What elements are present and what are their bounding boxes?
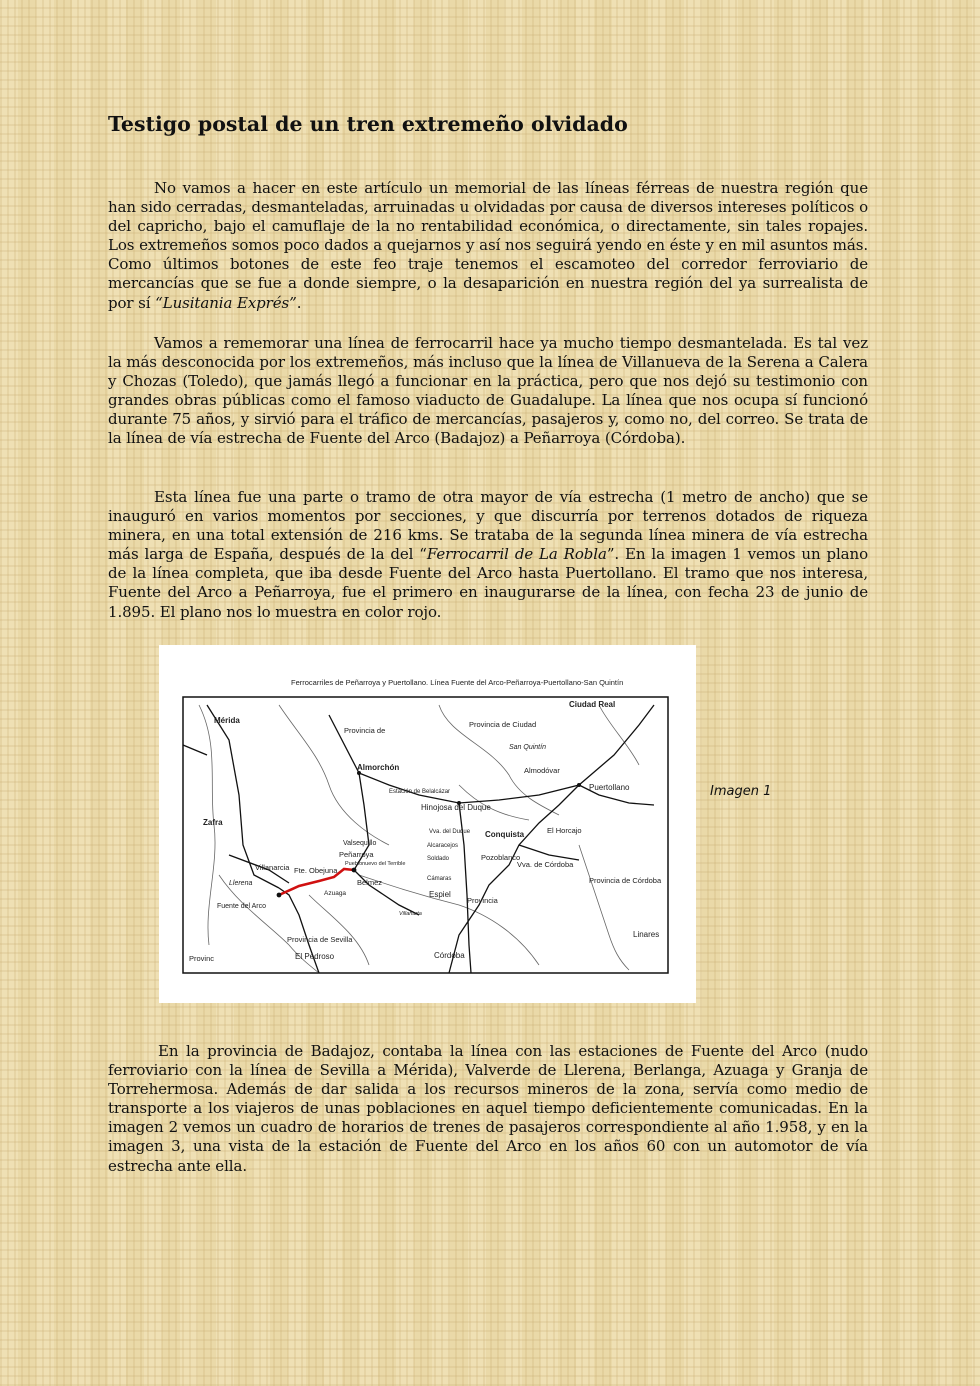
label-cordoba: Córdoba xyxy=(434,951,465,960)
label-penarroya: Peñarroya xyxy=(339,850,374,859)
label-zafra: Zafra xyxy=(203,818,223,827)
label-provinc: Provinc xyxy=(189,954,215,963)
label-almorchon: Almorchón xyxy=(357,763,400,772)
label-azuaga: Azuaga xyxy=(324,890,347,897)
article-title: Testigo postal de un tren extremeño olvidado xyxy=(108,112,628,136)
label-provincia-de-ciudad: Provincia de Ciudad xyxy=(469,720,537,729)
paragraph-3-text: Esta línea fue una parte o tramo de otra mayor de vía estrecha (1 metro de ancho) que se inauguró en varios momentos por secciones, y que discurría por terrenos dotados de riqueza minera, en una total extensión de 216 kms. Se trataba de la segunda línea minera de vía estrecha más larga de España, después de la del “ xyxy=(108,488,868,564)
paragraph-4: En la provincia de Badajoz, contaba la línea con las estaciones de Fuente del Arco (nudo ferroviario con la línea de Sevilla a Mérida), Valverde de Llerena, Berlanga, Azuaga y Granja de Torrehermosa. Además de dar salida a los recursos mineros de la zona, servía como medio de transporte a los viajeros de unas poblaciones en aquel tiempo deficientemente comunicadas. En la imagen 2 vemos un cuadro de horarios de trenes de pasajeros correspondiente al año 1.958, y en la imagen 3, una vista de la estación de Fuente del Arco en los años 60 con un automotor de vía estrecha ante ella. xyxy=(108,1042,868,1175)
label-el-pedroso: El Pedroso xyxy=(295,952,335,961)
label-fuente-obejuna: Fte. Obejuna xyxy=(294,866,338,875)
label-san-quintin: San Quintín xyxy=(509,744,546,751)
label-estacion-belalcazar: Estación de Belalcázar xyxy=(389,789,451,795)
label-puertollano: Puertollano xyxy=(589,783,630,792)
paragraph-3 xyxy=(108,488,868,622)
label-provincia-de-sevilla: Provincia de Sevilla xyxy=(287,935,353,944)
label-alcaracejos: Alcaracejos xyxy=(427,843,459,849)
paragraph-2: Vamos a rememorar una línea de ferrocarril hace ya mucho tiempo desmantelada. Es tal vez la más desconocida por los extremeños, más incluso que la línea de Villanueva de la Serena a Calera y Chozas (Toledo), que jamás llegó a funcionar en la práctica, pero que nos dejó su testimonio con grandes obras públicas como el famoso viaducto de Guadalupe. La línea que nos ocupa sí funcionó durante 75 años, y sirvió para el tráfico de mercancías, pasajeros y, como no, del correo. Se trata de la línea de vía estrecha de Fuente del Arco (Badajoz) a Peñarroya (Córdoba). xyxy=(108,334,868,448)
railway-map-image xyxy=(159,645,696,1003)
map-border xyxy=(183,697,668,973)
figure-caption: Imagen 1 xyxy=(710,784,772,799)
label-camaras: Cámaras xyxy=(427,876,452,882)
lusitania-express-italic: “Lusitania Exprés” xyxy=(155,293,297,312)
label-ciudad-real: Ciudad Real xyxy=(569,700,616,709)
map-title: Ferrocarriles de Peñarroya y Puertollano. Línea Fuente del Arco-Peñarroya-Puertollano-San Quintín xyxy=(291,678,624,687)
label-almodovar: Almodóvar xyxy=(524,766,560,775)
label-provincia-de: Provincia de xyxy=(344,726,386,735)
label-pozoblanco: Pozoblanco xyxy=(481,853,521,862)
label-belmez: Belmez xyxy=(357,878,383,887)
label-valsequillo: Valsequillo xyxy=(343,840,377,847)
map-labels xyxy=(189,700,662,963)
label-villaharta: Villaharta xyxy=(399,911,422,917)
la-robla-italic: Ferrocarril de La Robla xyxy=(426,545,607,564)
label-espiel: Espiel xyxy=(429,890,451,899)
label-provincia: Provincia xyxy=(467,896,498,905)
paragraph-1-end: . xyxy=(296,293,302,312)
paragraph-3-end: ”. En la imagen 1 vemos un plano de la línea completa, que iba desde Fuente del Arco hasta Puertollano. El tramo que nos interesa, Fuente del Arco a Peñarroya, fue el primero en inaugurarse de la línea, con fecha 23 de junio de 1.895. El plano nos lo muestra en color rojo. xyxy=(108,545,869,621)
label-vva-de-cordoba: Vva. de Córdoba xyxy=(517,860,574,869)
label-provincia-de-cordoba: Provincia de Córdoba xyxy=(589,876,662,885)
label-hinojosa: Hinojosa del Duque xyxy=(421,803,491,812)
label-linares: Linares xyxy=(633,930,660,939)
label-pueblonuevo: Pueblonuevo del Terrible xyxy=(345,861,406,867)
label-merida: Mérida xyxy=(214,716,240,725)
railway-lines xyxy=(183,705,654,973)
label-conquista: Conquista xyxy=(485,830,525,839)
label-fuente-del-arco: Fuente del Arco xyxy=(217,903,267,910)
province-boundaries xyxy=(199,705,639,973)
label-el-horcajo: El Horcajo xyxy=(547,826,582,835)
label-llerena: Llerena xyxy=(229,880,253,887)
railway-map-svg xyxy=(159,645,696,1003)
label-soldado: Soldado xyxy=(427,856,450,862)
label-villanarcia: Villanarcia xyxy=(255,863,290,872)
label-villanueva-del-duque: Vva. del Duque xyxy=(429,829,471,835)
paragraph-1-text: No vamos a hacer en este artículo un memorial de las líneas férreas de nuestra región que han sido cerradas, desmanteladas, arruinadas u olvidadas por causa de diversos intereses políticos o del capricho, bajo el camuflaje de la no rentabilidad económica, o directamente, sin tales ropajes. Los extremeños somos poco dados a quejarnos y así nos seguirá yendo en éste y en mil asuntos más. Como últimos botones de este feo traje tenemos el escamoteo del corredor ferroviario de mercancías que se fue a donde siempre, o la desaparición en nuestra región del ya surrealista de por sí xyxy=(108,179,868,312)
paragraph-1 xyxy=(108,179,868,313)
